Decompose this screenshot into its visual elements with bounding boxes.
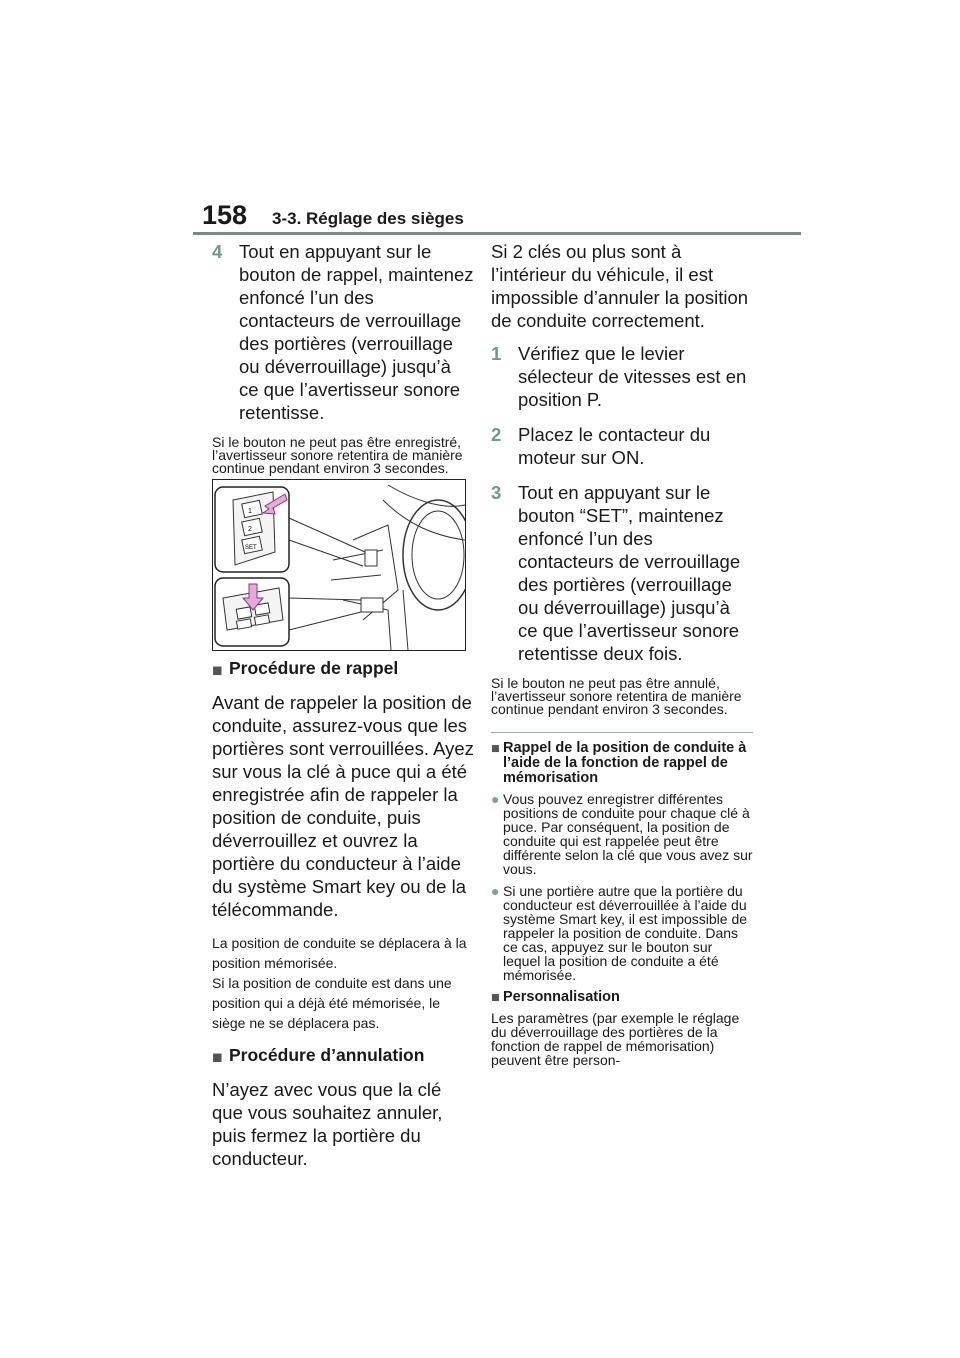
step-number: 2 — [491, 424, 502, 445]
step-number: 4 — [212, 241, 223, 262]
square-bullet-icon: ■ — [212, 660, 223, 680]
memory-buttons-illustration — [212, 479, 466, 651]
step-text: Tout en appuyant sur le bouton “SET”, maintenez enfoncé l’un des contacteurs de verrouillage des portières (verrouillage ou déverrouillage) jusqu’à ce que l’avertisseur sonore retentisse deux fois. — [518, 482, 741, 664]
header-rule — [193, 232, 801, 235]
section-title: 3-3. Réglage des sièges — [272, 209, 464, 228]
memory-recall-heading — [491, 741, 753, 786]
recall-heading-text: Procédure de rappel — [229, 658, 399, 678]
recall-heading — [212, 658, 474, 679]
square-bullet-icon: ■ — [212, 1047, 223, 1067]
left-column-lower — [212, 658, 474, 1182]
left-column — [212, 240, 474, 491]
cancel-note: Si le bouton ne peut pas être annulé, l’avertisseur sonore retentira de manière continue pendant environ 3 secondes. — [491, 675, 742, 717]
customization-heading-text: Personnalisation — [503, 989, 620, 1005]
button-2-label: 2 — [248, 526, 252, 533]
illustration-svg — [213, 480, 465, 650]
cancel-step-3 — [491, 481, 753, 665]
button-set-label: SET — [245, 545, 257, 551]
cancel-heading-text: Procédure d’annulation — [229, 1045, 425, 1065]
recall-note-1: La position de conduite se déplacera à la position mémorisée. — [212, 935, 467, 971]
bullet-dot-icon: ● — [491, 883, 500, 899]
page-number: 158 — [202, 200, 248, 230]
cancel-heading — [212, 1045, 474, 1066]
section-divider — [491, 732, 753, 733]
cancel-intro: Si 2 clés ou plus sont à l’intérieur du véhicule, il est impossible d’annuler la position de conduite correctement. — [491, 241, 749, 331]
step-text: Vérifiez que le levier sélecteur de vitesses est en position P. — [518, 343, 747, 410]
memory-recall-heading-text: Rappel de la position de conduite à l’aide de la fonction de rappel de mémorisation — [503, 740, 747, 786]
step-4 — [212, 240, 474, 424]
step-number: 3 — [491, 482, 502, 503]
cancel-step-2 — [491, 423, 753, 469]
step-4-note: Si le bouton ne peut pas être enregistré, l’avertisseur sonore retentira de manière continue pendant environ 3 secondes. — [212, 434, 463, 476]
step-number: 1 — [491, 343, 502, 364]
recall-body: Avant de rappeler la position de conduite, assurez-vous que les portières sont verrouillées. Ayez sur vous la clé à puce qui a été enregistrée afin de rappeler la position de conduite, puis déverrouillez et ouvrez la portière du conducteur à l’aide du système Smart key ou de la télécommande. — [212, 692, 474, 920]
square-bullet-icon: ■ — [491, 990, 500, 1006]
button-1-label: 1 — [248, 508, 252, 515]
step-text: Placez le contacteur du moteur sur ON. — [518, 424, 711, 468]
memory-bullet-2 — [491, 884, 753, 982]
recall-note-2: Si la position de conduite est dans une position qui a déjà été mémorisée, le siège ne se déplacera pas. — [212, 975, 452, 1031]
step-text: Tout en appuyant sur le bouton de rappel, maintenez enfoncé l’un des contacteurs de verrouillage des portières (verrouillage ou déverrouillage) jusqu’à ce que l’avertisseur sonore retentisse. — [239, 241, 474, 423]
right-column — [491, 240, 753, 1075]
bullet-dot-icon: ● — [491, 791, 500, 807]
memory-bullet-1 — [491, 792, 753, 876]
square-bullet-icon: ■ — [491, 741, 500, 757]
customization-body: Les paramètres (par exemple le réglage du déverrouillage des portières de la fonction de rappel de mémorisation) peuvent être person- — [491, 1010, 740, 1068]
bullet-text: Si une portière autre que la portière du conducteur est déverrouillée à l’aide du système Smart key, il est impossible de rappeler la position de conduite. Dans ce cas, appuyez sur le bouton sur lequel la position de conduite a été mémorisée. — [503, 883, 748, 983]
bullet-text: Vous pouvez enregistrer différentes positions de conduite pour chaque clé à puce. Par conséquent, la position de conduite qui est rappelée peut être différente selon la clé que vous avez sur vous. — [503, 791, 753, 877]
customization-heading — [491, 990, 753, 1005]
cancel-body: N’ayez avec vous que la clé que vous souhaitez annuler, puis fermez la portière du conducteur. — [212, 1079, 443, 1169]
cancel-step-1 — [491, 342, 753, 411]
